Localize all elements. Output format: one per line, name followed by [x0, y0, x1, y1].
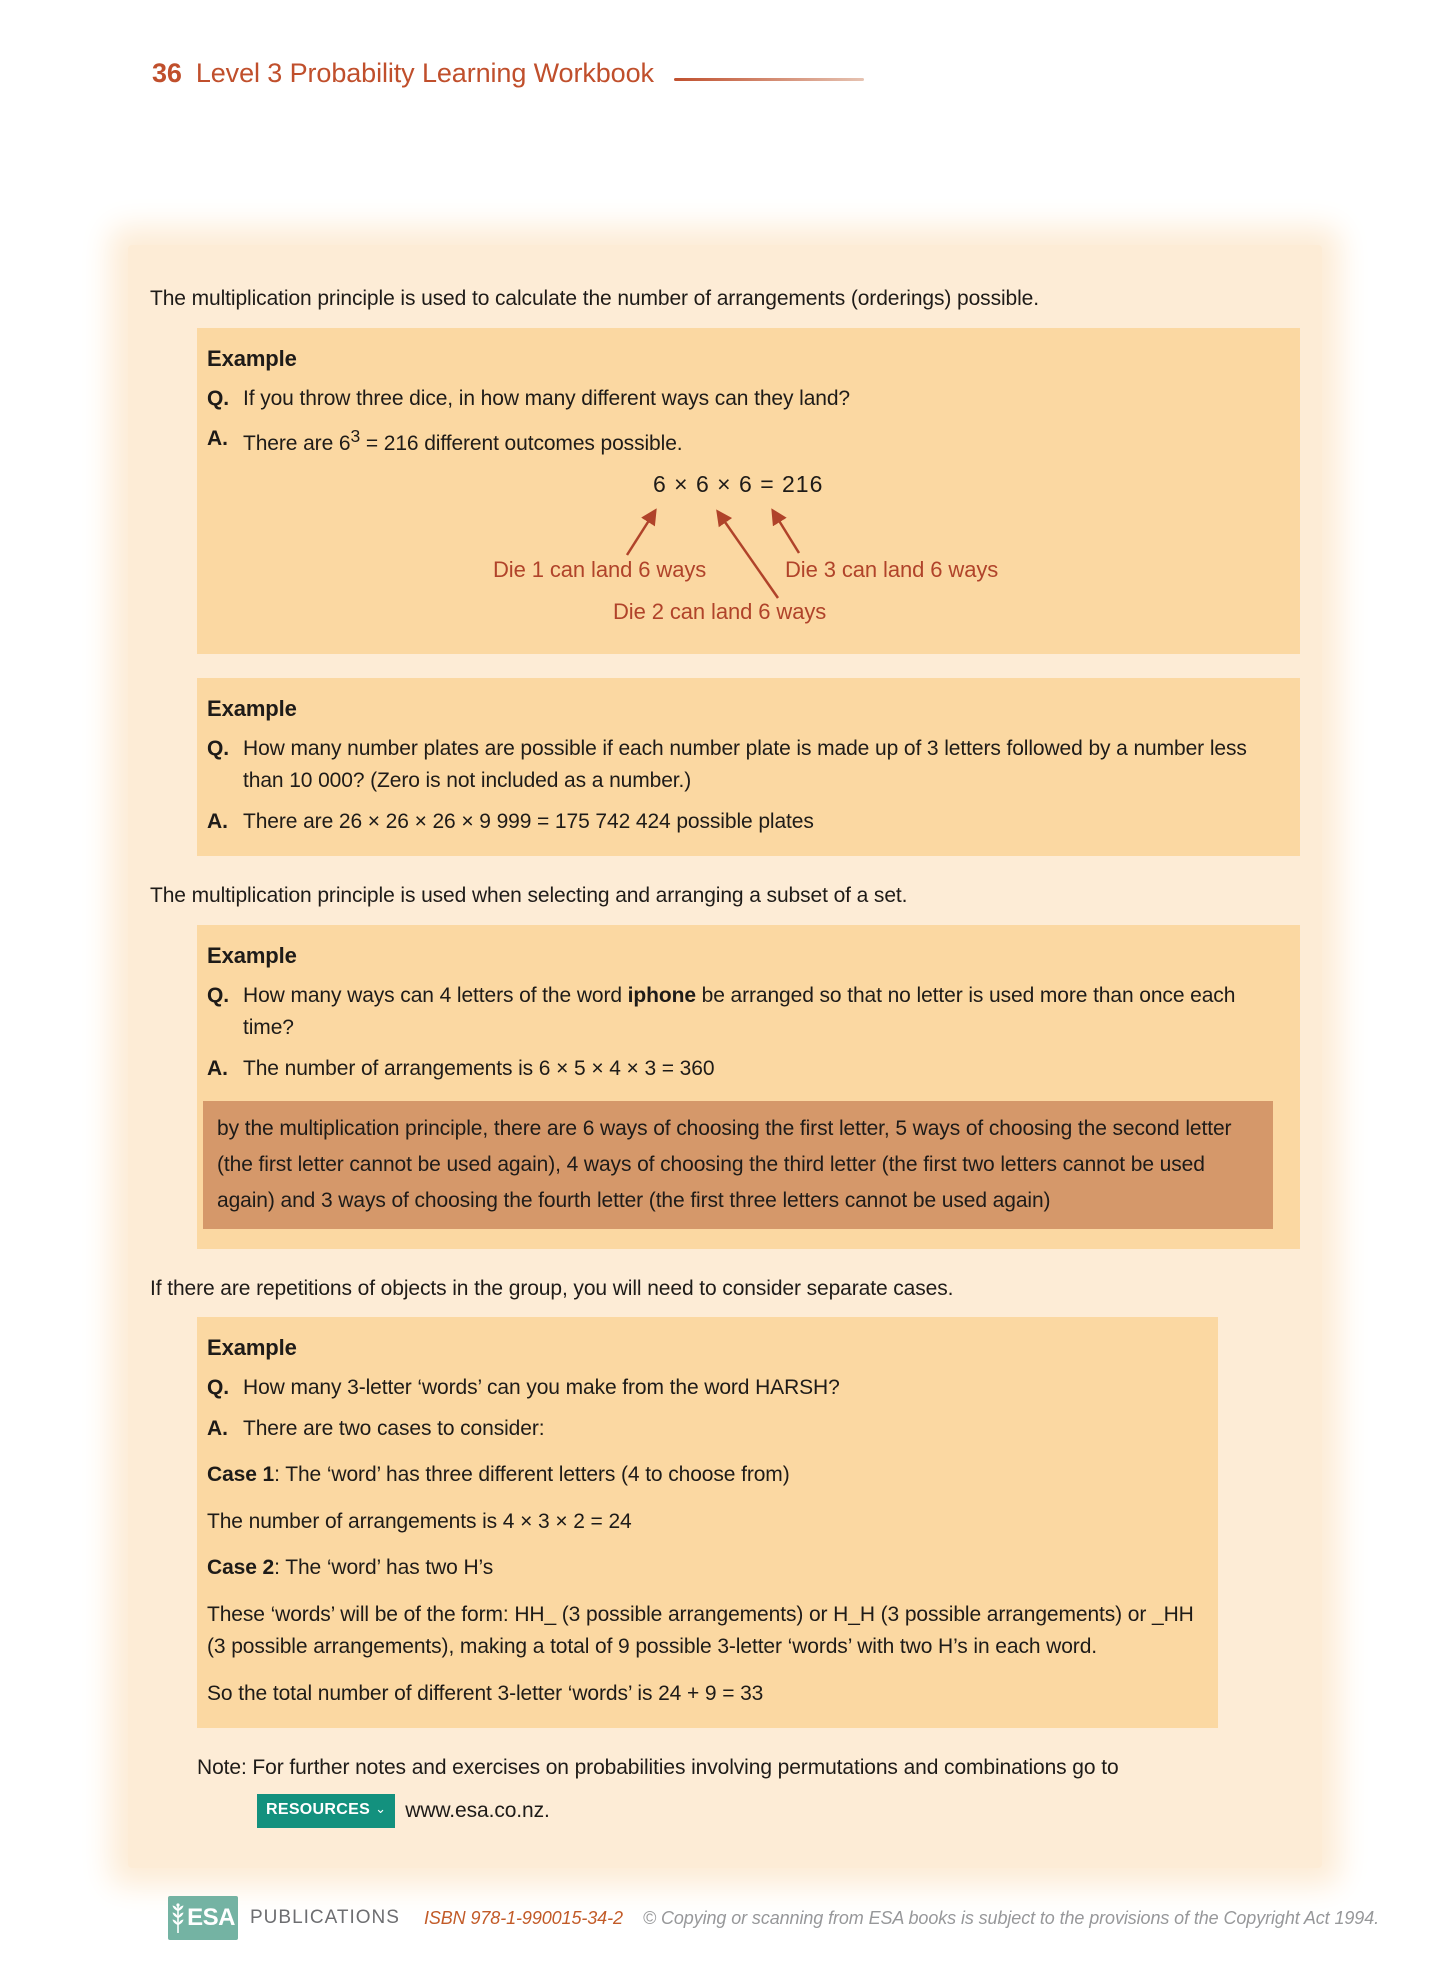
- word-iphone: iphone: [627, 983, 696, 1007]
- a-text: There are $6^3 = 216$ different outcomes possible.: [243, 426, 683, 456]
- die1-label: Die 1 can land 6 ways: [493, 556, 707, 582]
- case1-label: Case 1: [207, 1463, 275, 1487]
- a-text: There are two cases to consider:: [243, 1416, 545, 1440]
- q-text: If you throw three dice, in how many different ways can they land?: [243, 386, 851, 410]
- example-box-dice: [197, 328, 1300, 654]
- page-number: 36: [152, 58, 182, 88]
- a-label: A.: [207, 1056, 228, 1080]
- answer-row: [207, 423, 1280, 461]
- example-box-plates: [197, 678, 1300, 857]
- intro-paragraph-2: The multiplication principle is used when selecting and arranging a subset of a set.: [150, 884, 908, 908]
- esa-url-link[interactable]: www.esa.co.nz.: [405, 1798, 550, 1822]
- answer-row: [207, 806, 1280, 839]
- q-text: How many number plates are possible if each number plate is made up of 3 letters followed by a number less than 10 000? (Zero is not included as a number.): [243, 736, 1247, 793]
- q-text: How many 3-letter ‘words’ can you make from the word HARSH?: [243, 1376, 840, 1400]
- answer-row: [207, 1053, 1280, 1086]
- resources-button[interactable]: RESOURCES ⌄: [257, 1794, 395, 1828]
- a-label: A.: [207, 1416, 228, 1440]
- chevron-down-icon: ⌄: [375, 1801, 387, 1817]
- esa-logo-text: ESA: [187, 1904, 235, 1931]
- case1-calculation: The number of arrangements is 4 × 3 × 2 = 24: [207, 1509, 632, 1533]
- intro-paragraph-1: The multiplication principle is used to calculate the number of arrangements (orderings) possible.: [150, 287, 1039, 310]
- resources-line: [257, 1794, 1300, 1828]
- q-label: Q.: [207, 983, 229, 1007]
- question-row: [207, 733, 1280, 798]
- total-line: So the total number of different 3-letter ‘words’ is 24 + 9 = 33: [207, 1681, 764, 1705]
- dice-formula-diagram: [207, 471, 1280, 636]
- page-footer: [168, 1896, 1379, 1940]
- example-heading: Example: [207, 695, 297, 721]
- arrow-die1: [627, 511, 655, 555]
- isbn-text: ISBN 978-1-990015-34-2: [423, 1907, 623, 1928]
- example-heading: Example: [207, 1335, 297, 1361]
- case2-line: Case 2: The ‘word’ has two H’s: [207, 1556, 494, 1580]
- a-label: A.: [207, 809, 228, 833]
- a-text: There are 26 × 26 × 26 × 9 999 = 175 742 424 possible plates: [243, 809, 814, 833]
- answer-row: [207, 1413, 1198, 1446]
- fern-icon: [171, 1902, 185, 1934]
- die2-label: Die 2 can land 6 ways: [613, 598, 827, 624]
- arrow-die3: [773, 511, 799, 553]
- content-panel: [128, 245, 1322, 1868]
- case2-label: Case 2: [207, 1556, 275, 1580]
- esa-logo: [168, 1896, 238, 1940]
- note-block: [197, 1752, 1300, 1827]
- note-text: Note: For further notes and exercises on probabilities involving permutations and combinations go to: [197, 1756, 1119, 1780]
- example-heading: Example: [207, 345, 297, 371]
- intro-paragraph-3: If there are repetitions of objects in the group, you will need to consider separate cases.: [150, 1276, 954, 1300]
- multiplication-formula: 6 × 6 × 6 = 216: [653, 470, 824, 497]
- example-box-harsh: [197, 1317, 1218, 1728]
- question-row: [207, 980, 1280, 1045]
- q-label: Q.: [207, 736, 229, 760]
- case1-line: Case 1: The ‘word’ has three different letters (4 to choose from): [207, 1463, 790, 1487]
- q-text: How many ways can 4 letters of the word iphone be arranged so that no letter is used more than once each time?: [243, 983, 1236, 1040]
- case2-paragraph: These ‘words’ will be of the form: HH_ (3 possible arrangements) or H_H (3 possible arrangements) or _HH (3 possible arrangements), making a total of 9 possible 3-letter ‘words’ with two H’s in each word.: [207, 1602, 1194, 1659]
- q-label: Q.: [207, 386, 229, 410]
- explanation-highlight-box: by the multiplication principle, there are 6 ways of choosing the first letter, 5 ways of choosing the second letter (the first letter cannot be used again), 4 ways of choosing the third letter (the first two letters cannot be used again) and 3 ways of choosing the fourth letter (the first three letters cannot be used again): [203, 1101, 1273, 1228]
- q-label: Q.: [207, 1376, 229, 1400]
- page-title: Level 3 Probability Learning Workbook: [195, 58, 654, 88]
- a-text: The number of arrangements is 6 × 5 × 4 × 3 = 360: [243, 1056, 715, 1080]
- die3-label: Die 3 can land 6 ways: [785, 556, 999, 582]
- arrow-die2: [718, 512, 778, 598]
- copyright-text: © Copying or scanning from ESA books is subject to the provisions of the Copyright Act 1994.: [642, 1907, 1380, 1928]
- example-heading: Example: [207, 942, 297, 968]
- header-rule: [674, 78, 864, 81]
- question-row: [207, 383, 1280, 416]
- page-header: [152, 58, 864, 89]
- example-box-iphone: [197, 925, 1300, 1249]
- a-label: A.: [207, 427, 228, 451]
- exponent: 3: [350, 426, 361, 447]
- publisher-name: PUBLICATIONS: [250, 1907, 400, 1928]
- question-row: [207, 1372, 1198, 1405]
